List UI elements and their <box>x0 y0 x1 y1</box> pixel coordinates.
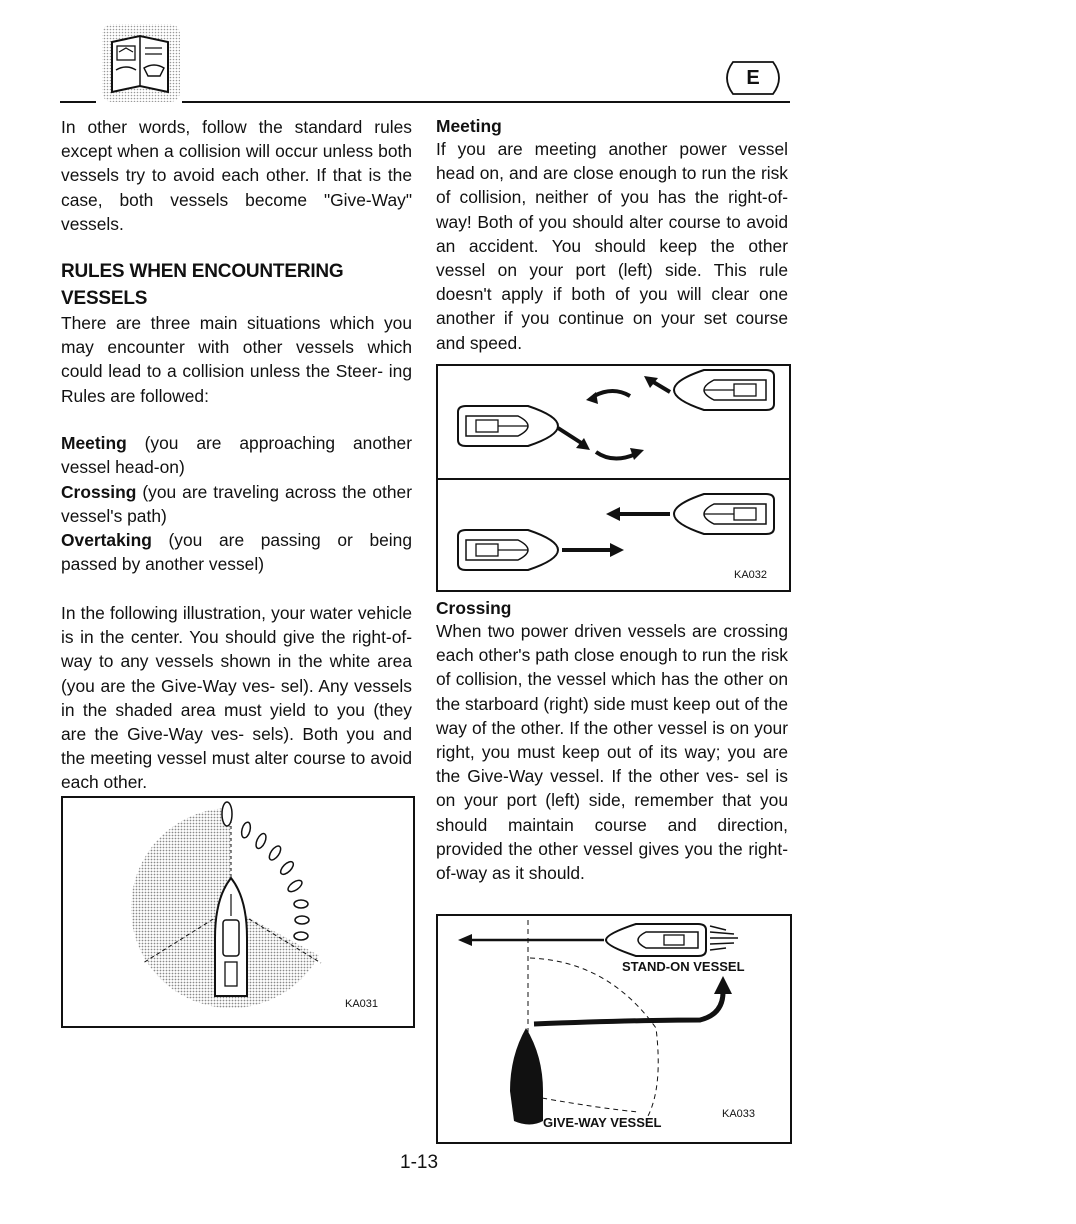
give-way-label: GIVE-WAY VESSEL <box>543 1115 662 1130</box>
vessel-right-top <box>674 370 774 410</box>
section-heading-line1: RULES WHEN ENCOUNTERING <box>61 261 344 282</box>
situation-description: (you are passing or being passed by another vessel) <box>61 530 413 575</box>
meeting-heading: Meeting <box>436 116 502 136</box>
figure-code: KA031 <box>345 998 379 1010</box>
vessel-marker <box>294 932 308 940</box>
vessel-left-bottom <box>458 530 558 570</box>
situation-term: Crossing <box>61 482 137 502</box>
situation-overtaking <box>61 528 412 576</box>
meeting-figure <box>436 364 791 592</box>
language-badge <box>719 60 787 96</box>
vessel-marker <box>294 900 308 908</box>
section-heading-line2: VESSELS <box>61 288 148 309</box>
figure-code: KA032 <box>734 569 768 581</box>
situation-term: Meeting <box>61 433 127 453</box>
header-rule-right <box>182 101 790 103</box>
crossing-heading: Crossing <box>436 598 512 618</box>
header-rule-left <box>60 101 96 103</box>
meeting-paragraph: If you are meeting another power vessel head on, and are close enough to run the risk of collision, neither of you has the right-of-way! Both of you should alter course to avoid an accident. You should keep the other vessel on your port (left) side. This rule doesn't apply if both of you will clear one another if you continue on your set course and speed. <box>436 139 788 353</box>
vessel-marker <box>222 802 232 826</box>
vessel-marker <box>295 916 309 924</box>
page-number: 1-13 <box>400 1152 439 1173</box>
crossing-figure <box>436 914 792 1144</box>
intro-paragraph: In other words, follow the standard rules except when a collision will occur unless both vessels try to avoid each other. If that is the case, both vessels become "Give-Way" vessels. <box>61 117 412 234</box>
right-of-way-figure <box>61 796 415 1028</box>
manual-book-icon <box>100 22 182 104</box>
vessel-left-top <box>458 406 558 446</box>
vessel-right-bottom <box>674 494 774 534</box>
figure-code: KA033 <box>722 1108 756 1120</box>
stand-on-label: STAND-ON VESSEL <box>622 959 745 974</box>
situation-description: (you are traveling across the other vessel's path) <box>61 482 412 527</box>
crossing-paragraph: When two power driven vessels are crossing each other's path close enough to run the risk of collision, the vessel which has the other on the starboard (right) side must keep out of the way of the other. If the other vessel is on your right, you must keep out of its way; you are the Give-Way vessel. If the other ves- sel is on your port (left) side, remember that you should maintain course and direction, provided the other vessel gives you the right-of-way as it should. <box>436 621 788 884</box>
illustration-paragraph: In the following illustration, your water vehicle is in the center. You should give the right-of-way to any vessels shown in the white area (you are the Give-Way ves- sel). Any vessels in the shaded area must yield to you (they are the Give-Way ves- sels). Both you and the meeting vessel must alter course to avoid each other. <box>61 603 412 793</box>
language-letter: E <box>746 67 760 89</box>
situation-term: Overtaking <box>61 530 152 550</box>
give-way-vessel-shape <box>510 1028 543 1125</box>
stand-on-vessel-shape <box>606 924 706 956</box>
situation-meeting <box>61 431 412 479</box>
situation-description: (you are approaching another vessel head-on) <box>61 433 412 478</box>
situation-crossing <box>61 480 412 528</box>
situations-intro: There are three main situations which you may encounter with other vessels which could lead to a collision unless the Steer- ing Rules are followed: <box>61 313 412 406</box>
